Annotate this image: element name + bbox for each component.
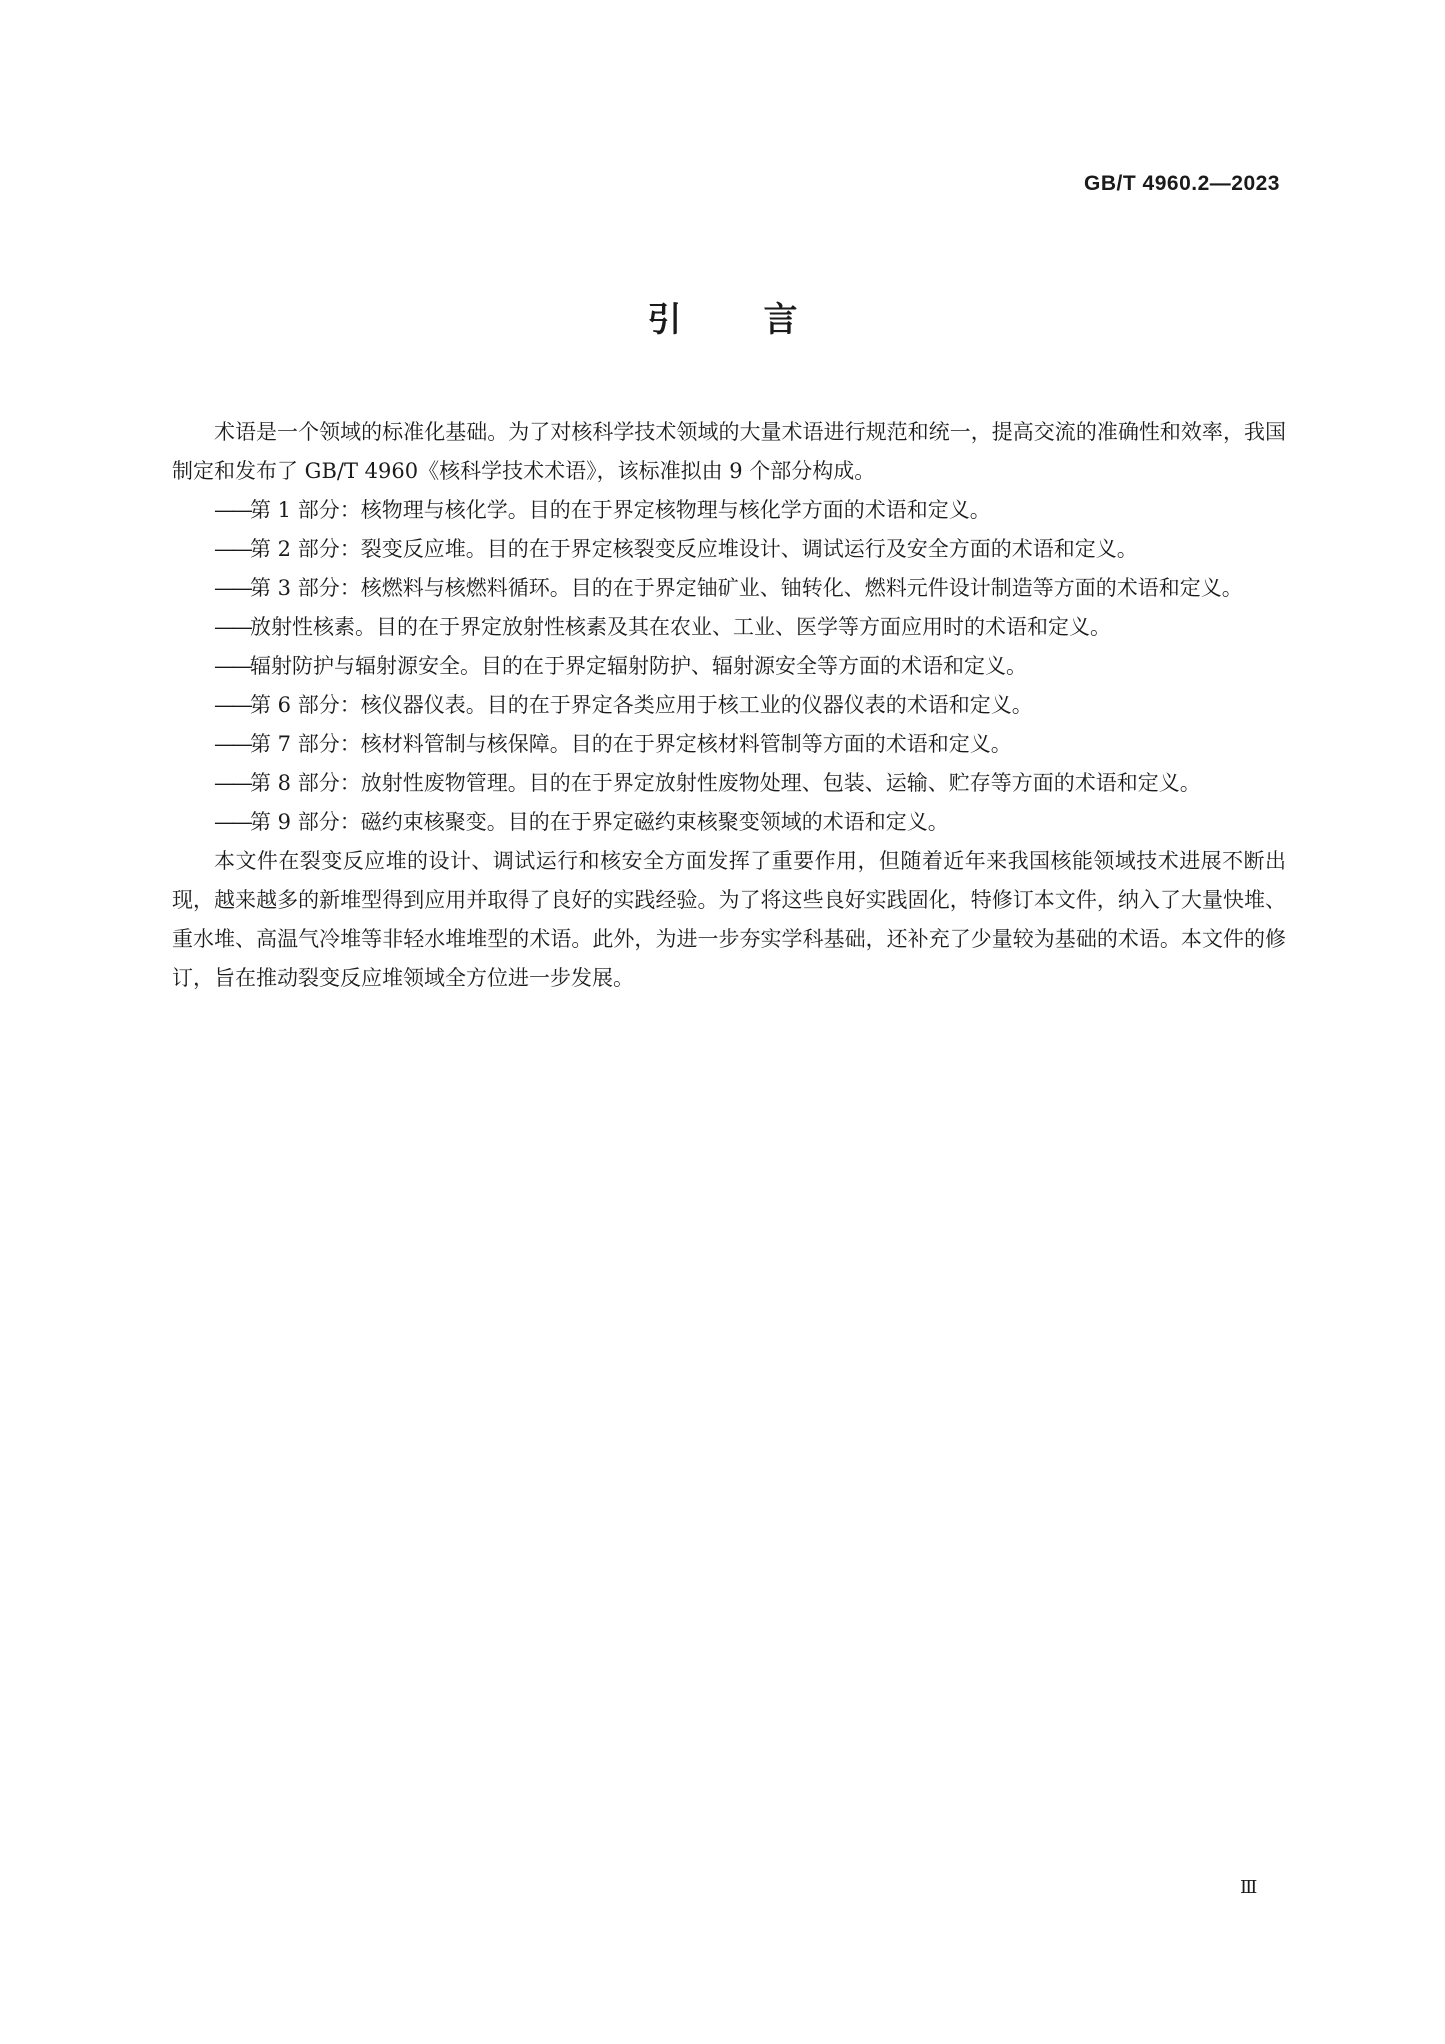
list-dash: —— xyxy=(214,693,250,717)
list-dash: —— xyxy=(214,654,250,678)
list-item-text: 第 2 部分：裂变反应堆。目的在于界定核裂变反应堆设计、调试运行及安全方面的术语和定义。 xyxy=(250,537,1138,561)
list-item-text: 第 8 部分：放射性废物管理。目的在于界定放射性废物处理、包装、运输、贮存等方面的术语和定义。 xyxy=(250,771,1201,795)
list-item-text: 第 9 部分：磁约束核聚变。目的在于界定磁约束核聚变领域的术语和定义。 xyxy=(250,810,949,834)
list-item-part-5 xyxy=(172,647,1286,686)
list-dash: —— xyxy=(214,732,250,756)
list-item-part-7 xyxy=(172,725,1286,764)
list-item-part-6 xyxy=(172,686,1286,725)
list-item-part-9 xyxy=(172,803,1286,842)
list-item-text: 辐射防护与辐射源安全。目的在于界定辐射防护、辐射源安全等方面的术语和定义。 xyxy=(250,654,1027,678)
body-content xyxy=(172,413,1286,998)
list-item-part-2 xyxy=(172,530,1286,569)
standard-number: GB/T 4960.2—2023 xyxy=(1084,172,1280,195)
list-item-part-8 xyxy=(172,764,1286,803)
list-dash: —— xyxy=(214,771,250,795)
closing-paragraph: 本文件在裂变反应堆的设计、调试运行和核安全方面发挥了重要作用，但随着近年来我国核能领域技术进展不断出现，越来越多的新堆型得到应用并取得了良好的实践经验。为了将这些良好实践固化，特修订本文件，纳入了大量快堆、重水堆、高温气冷堆等非轻水堆堆型的术语。此外，为进一步夯实学科基础，还补充了少量较为基础的术语。本文件的修订，旨在推动裂变反应堆领域全方位进一步发展。 xyxy=(172,849,1286,990)
intro-paragraph: 术语是一个领域的标准化基础。为了对核科学技术领域的大量术语进行规范和统一，提高交流的准确性和效率，我国制定和发布了 GB/T 4960《核科学技术术语》，该标准拟由 9 个部分构成。 xyxy=(172,420,1286,483)
list-dash: —— xyxy=(214,615,250,639)
list-item-part-1 xyxy=(172,491,1286,530)
list-item-text: 第 3 部分：核燃料与核燃料循环。目的在于界定铀矿业、铀转化、燃料元件设计制造等方面的术语和定义。 xyxy=(250,576,1243,600)
list-dash: —— xyxy=(214,576,250,600)
list-item-text: 第 6 部分：核仪器仪表。目的在于界定各类应用于核工业的仪器仪表的术语和定义。 xyxy=(250,693,1033,717)
list-item-part-3 xyxy=(172,569,1286,608)
list-item-text: 第 7 部分：核材料管制与核保障。目的在于界定核材料管制等方面的术语和定义。 xyxy=(250,732,1012,756)
list-dash: —— xyxy=(214,498,250,522)
page-number: Ⅲ xyxy=(1240,1877,1258,1898)
list-dash: —— xyxy=(214,810,250,834)
page-title: 引言 xyxy=(647,300,880,340)
list-item-text: 放射性核素。目的在于界定放射性核素及其在农业、工业、医学等方面应用时的术语和定义。 xyxy=(250,615,1111,639)
parts-list xyxy=(172,491,1286,842)
list-item-part-4 xyxy=(172,608,1286,647)
list-dash: —— xyxy=(214,537,250,561)
list-item-text: 第 1 部分：核物理与核化学。目的在于界定核物理与核化学方面的术语和定义。 xyxy=(250,498,991,522)
